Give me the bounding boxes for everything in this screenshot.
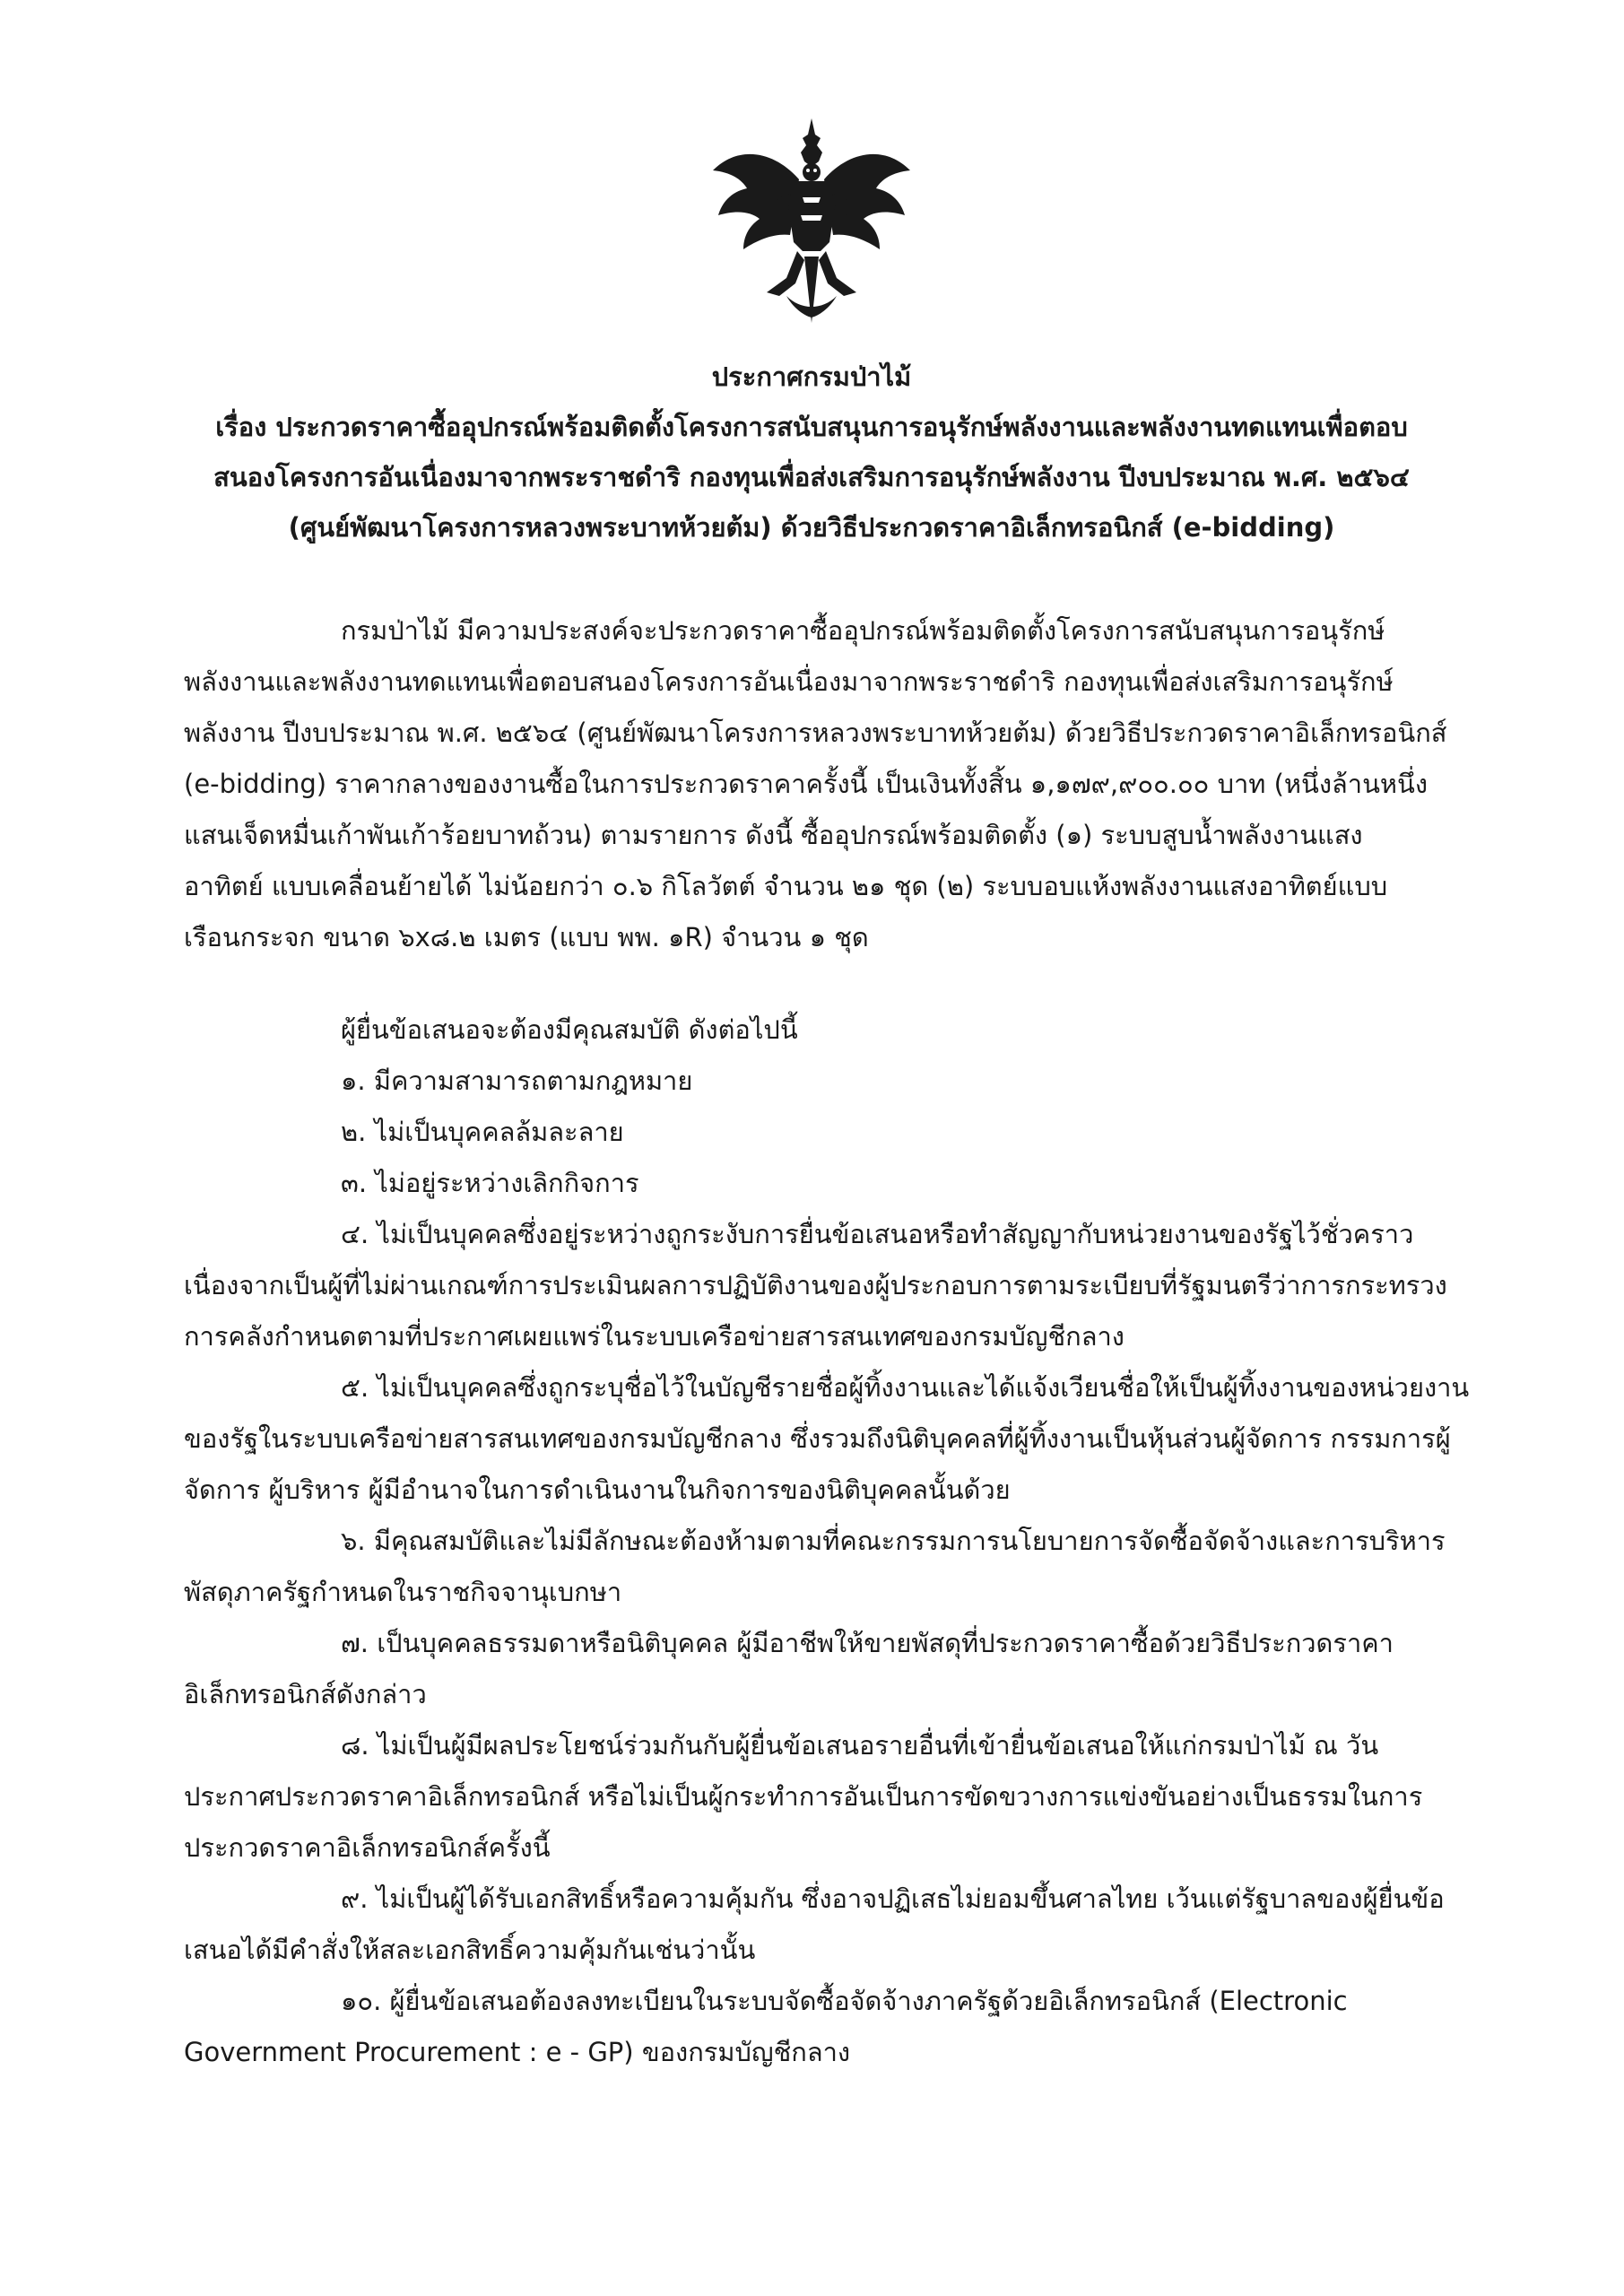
- garuda-emblem-icon: [704, 117, 919, 332]
- text-line: พลังงานและพลังงานทดแทนเพื่อตอบสนองโครงการอันเนื่องมาจากพระราชดำริ กองทุนเพื่อส่งเสริมการอนุรักษ์: [184, 666, 1394, 697]
- text-line: ๖. มีคุณสมบัติและไม่มีลักษณะต้องห้ามตามที่คณะกรรมการนโยบายการจัดซื้อจัดจ้างและการบริหาร: [341, 1526, 1446, 1556]
- qualification-item-5: [184, 1362, 1470, 1516]
- qualification-item-3: [184, 1158, 1439, 1209]
- qualification-item-1: [184, 1056, 1439, 1107]
- title-block: [161, 352, 1462, 552]
- text-line: ๒. ไม่เป็นบุคคลล้มละลาย: [341, 1117, 624, 1147]
- text-line: ๘. ไม่เป็นผู้มีผลประโยชน์ร่วมกันกับผู้ยื่นข้อเสนอรายอื่นที่เข้ายื่นข้อเสนอให้แก่กรมป่าไม้ ณ วัน: [341, 1730, 1379, 1761]
- text-line: เสนอได้มีคำสั่งให้สละเอกสิทธิ์ความคุ้มกันเช่นว่านั้น: [184, 1935, 756, 1965]
- text-line: ๗. เป็นบุคคลธรรมดาหรือนิติบุคคล ผู้มีอาชีพให้ขายพัสดุที่ประกวดราคาซื้อด้วยวิธีประกวดราคา: [341, 1628, 1394, 1658]
- qualification-item-9: [184, 1874, 1445, 1976]
- text-line: พัสดุภาครัฐกำหนดในราชกิจจานุเบกษา: [184, 1577, 622, 1607]
- text-line: อิเล็กทรอนิกส์ดังกล่าว: [184, 1679, 427, 1709]
- intro-paragraph: [184, 605, 1447, 963]
- text-line: พลังงาน ปีงบประมาณ พ.ศ. ๒๕๖๔ (ศูนย์พัฒนาโครงการหลวงพระบาทห้วยต้ม) ด้วยวิธีประกวดราคาอิเล็กทรอนิกส์: [184, 718, 1447, 748]
- text-line: ๓. ไม่อยู่ระหว่างเลิกกิจการ: [341, 1168, 639, 1198]
- text-line: ๕. ไม่เป็นบุคคลซึ่งถูกระบุชื่อไว้ในบัญชีรายชื่อผู้ทิ้งงานและได้แจ้งเวียนชื่อให้เป็นผู้ทิ้งงานของหน่วยงาน: [341, 1372, 1470, 1403]
- text-line: ๙. ไม่เป็นผู้ได้รับเอกสิทธิ์หรือความคุ้มกัน ซึ่งอาจปฏิเสธไม่ยอมขึ้นศาลไทย เว้นแต่รัฐบาลของผู้ยื่นข้อ: [341, 1883, 1445, 1914]
- text-line: ของรัฐในระบบเครือข่ายสารสนเทศของกรมบัญชีกลาง ซึ่งรวมถึงนิติบุคคลที่ผู้ทิ้งงานเป็นหุ้นส่วนผู้จัดการ กรรมการผู้: [184, 1423, 1451, 1454]
- subject-line-3: (ศูนย์พัฒนาโครงการหลวงพระบาทห้วยต้ม) ด้วยวิธีประกวดราคาอิเล็กทรอนิกส์ (e-bidding): [288, 512, 1335, 543]
- text-line: Government Procurement : e - GP) ของกรมบัญชีกลาง: [184, 2037, 851, 2067]
- announcement-heading: ประกาศกรมป่าไม้: [711, 361, 912, 392]
- qualifications-heading: ผู้ยื่นข้อเสนอจะต้องมีคุณสมบัติ ดังต่อไปนี้: [341, 1014, 798, 1045]
- qualification-item-2: [184, 1107, 1439, 1158]
- text-line: เรือนกระจก ขนาด ๖x๘.๒ เมตร (แบบ พพ. ๑R) จำนวน ๑ ชุด: [184, 922, 869, 952]
- text-line: ๑. มีความสามารถตามกฎหมาย: [341, 1065, 693, 1096]
- text-line: (e-bidding) ราคากลางของงานซื้อในการประกวดราคาครั้งนี้ เป็นเงินทั้งสิ้น ๑,๑๗๙,๙๐๐.๐๐ บาท (หนึ่งล้านหนึ่ง: [184, 769, 1428, 799]
- text-line: ประกาศประกวดราคาอิเล็กทรอนิกส์ หรือไม่เป็นผู้กระทำการอันเป็นการขัดขวางการแข่งขันอย่างเป็นธรรมในการ: [184, 1781, 1423, 1812]
- text-line: ๑๐. ผู้ยื่นข้อเสนอต้องลงทะเบียนในระบบจัดซื้อจัดจ้างภาครัฐด้วยอิเล็กทรอนิกส์ (Electronic: [341, 1986, 1348, 2016]
- qualification-item-10: [184, 1976, 1439, 2078]
- text-line: แสนเจ็ดหมื่นเก้าพันเก้าร้อยบาทถ้วน) ตามรายการ ดังนี้ ซื้ออุปกรณ์พร้อมติดตั้ง (๑) ระบบสูบน้ำพลังงานแสง: [184, 820, 1363, 850]
- subject-line-2: สนองโครงการอันเนื่องมาจากพระราชดำริ กองทุนเพื่อส่งเสริมการอนุรักษ์พลังงาน ปีงบประมาณ พ.ศ. ๒๕๖๔: [213, 462, 1410, 492]
- text-line: ๔. ไม่เป็นบุคคลซึ่งอยู่ระหว่างถูกระงับการยื่นข้อเสนอหรือทำสัญญากับหน่วยงานของรัฐไว้ชั่วคราว: [341, 1219, 1414, 1249]
- text-line: การคลังกำหนดตามที่ประกาศเผยแพร่ในระบบเครือข่ายสารสนเทศของกรมบัญชีกลาง: [184, 1321, 1125, 1352]
- text-line: อาทิตย์ แบบเคลื่อนย้ายได้ ไม่น้อยกว่า ๐.๖ กิโลวัตต์ จำนวน ๒๑ ชุด (๒) ระบบอบแห้งพลังงานแสงอาทิตย์แบบ: [184, 871, 1388, 901]
- subject-line-1: เรื่อง ประกวดราคาซื้ออุปกรณ์พร้อมติดตั้งโครงการสนับสนุนการอนุรักษ์พลังงานและพลังงานทดแทนเพื่อตอบ: [215, 412, 1408, 442]
- document-body: [184, 605, 1470, 2078]
- qualification-item-4: [184, 1209, 1447, 1362]
- text-line: เนื่องจากเป็นผู้ที่ไม่ผ่านเกณฑ์การประเมินผลการปฏิบัติงานของผู้ประกอบการตามระเบียบที่รัฐมนตรีว่าการกระทรวง: [184, 1270, 1447, 1300]
- text-line: ประกวดราคาอิเล็กทรอนิกส์ครั้งนี้: [184, 1832, 551, 1863]
- qualification-item-8: [184, 1720, 1439, 1874]
- qualification-item-7: [184, 1618, 1439, 1720]
- text-line: จัดการ ผู้บริหาร ผู้มีอำนาจในการดำเนินงานในกิจการของนิติบุคคลนั้นด้วย: [184, 1474, 1011, 1505]
- text-line: กรมป่าไม้ มีความประสงค์จะประกวดราคาซื้ออุปกรณ์พร้อมติดตั้งโครงการสนับสนุนการอนุรักษ์: [341, 615, 1385, 646]
- qualification-item-6: [184, 1516, 1446, 1618]
